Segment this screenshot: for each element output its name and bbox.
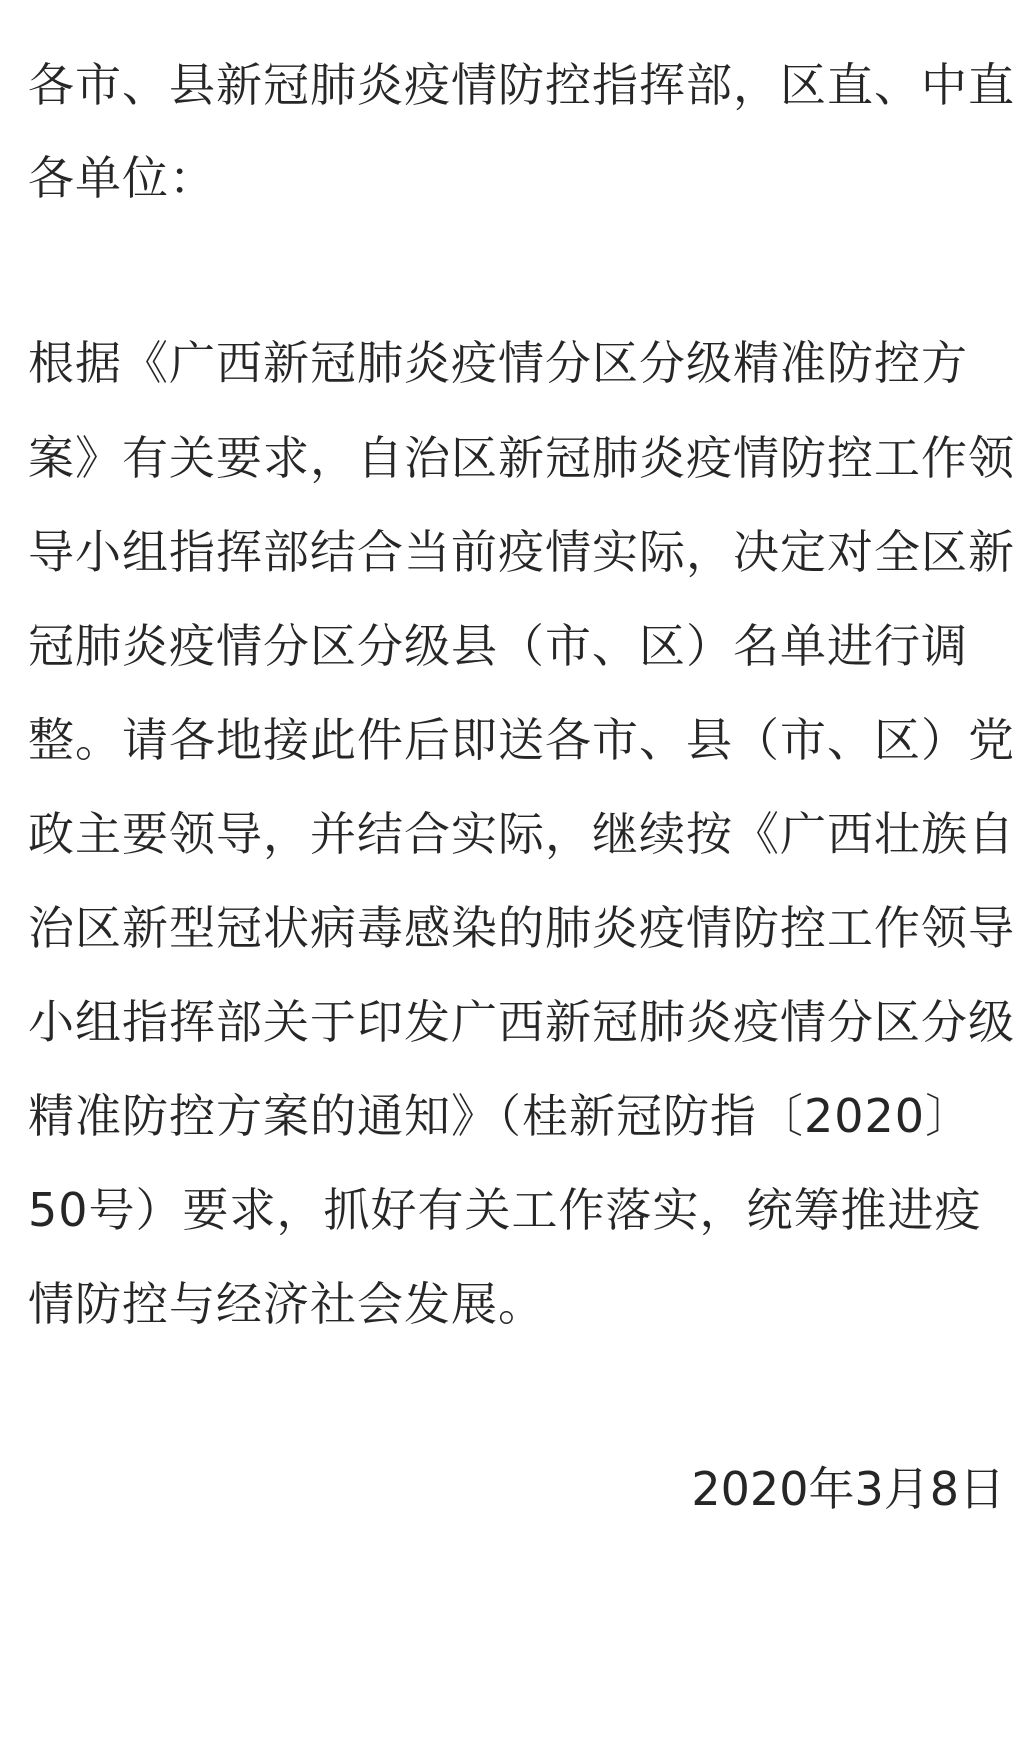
salutation-line-2: 各单位： (28, 151, 216, 205)
body-line-10: 50号）要求，抓好有关工作落实，统筹推进疫 (28, 1183, 982, 1237)
salutation-line-1: 各市、县新冠肺炎疫情防控指挥部，区直、中直 (28, 58, 1015, 112)
body-line-11: 情防控与经济社会发展。 (28, 1277, 545, 1331)
body-line-5: 整。请各地接此件后即送各市、县（市、区）党 (28, 713, 1015, 767)
document-date: 2020年3月8日 (691, 1462, 1005, 1516)
body-line-8: 小组指挥部关于印发广西新冠肺炎疫情分区分级 (28, 995, 1015, 1049)
body-line-9: 精准防控方案的通知》（桂新冠防指〔2020〕 (28, 1089, 973, 1143)
body-line-3: 导小组指挥部结合当前疫情实际，决定对全区新 (28, 525, 1015, 579)
body-line-2: 案》有关要求，自治区新冠肺炎疫情防控工作领 (28, 431, 1015, 485)
body-line-7: 治区新型冠状病毒感染的肺炎疫情防控工作领导 (28, 901, 1015, 955)
body-line-4: 冠肺炎疫情分区分级县（市、区）名单进行调 (28, 619, 968, 673)
body-line-6: 政主要领导，并结合实际，继续按《广西壮族自 (28, 807, 1015, 861)
body-line-1: 根据《广西新冠肺炎疫情分区分级精准防控方 (28, 336, 968, 390)
